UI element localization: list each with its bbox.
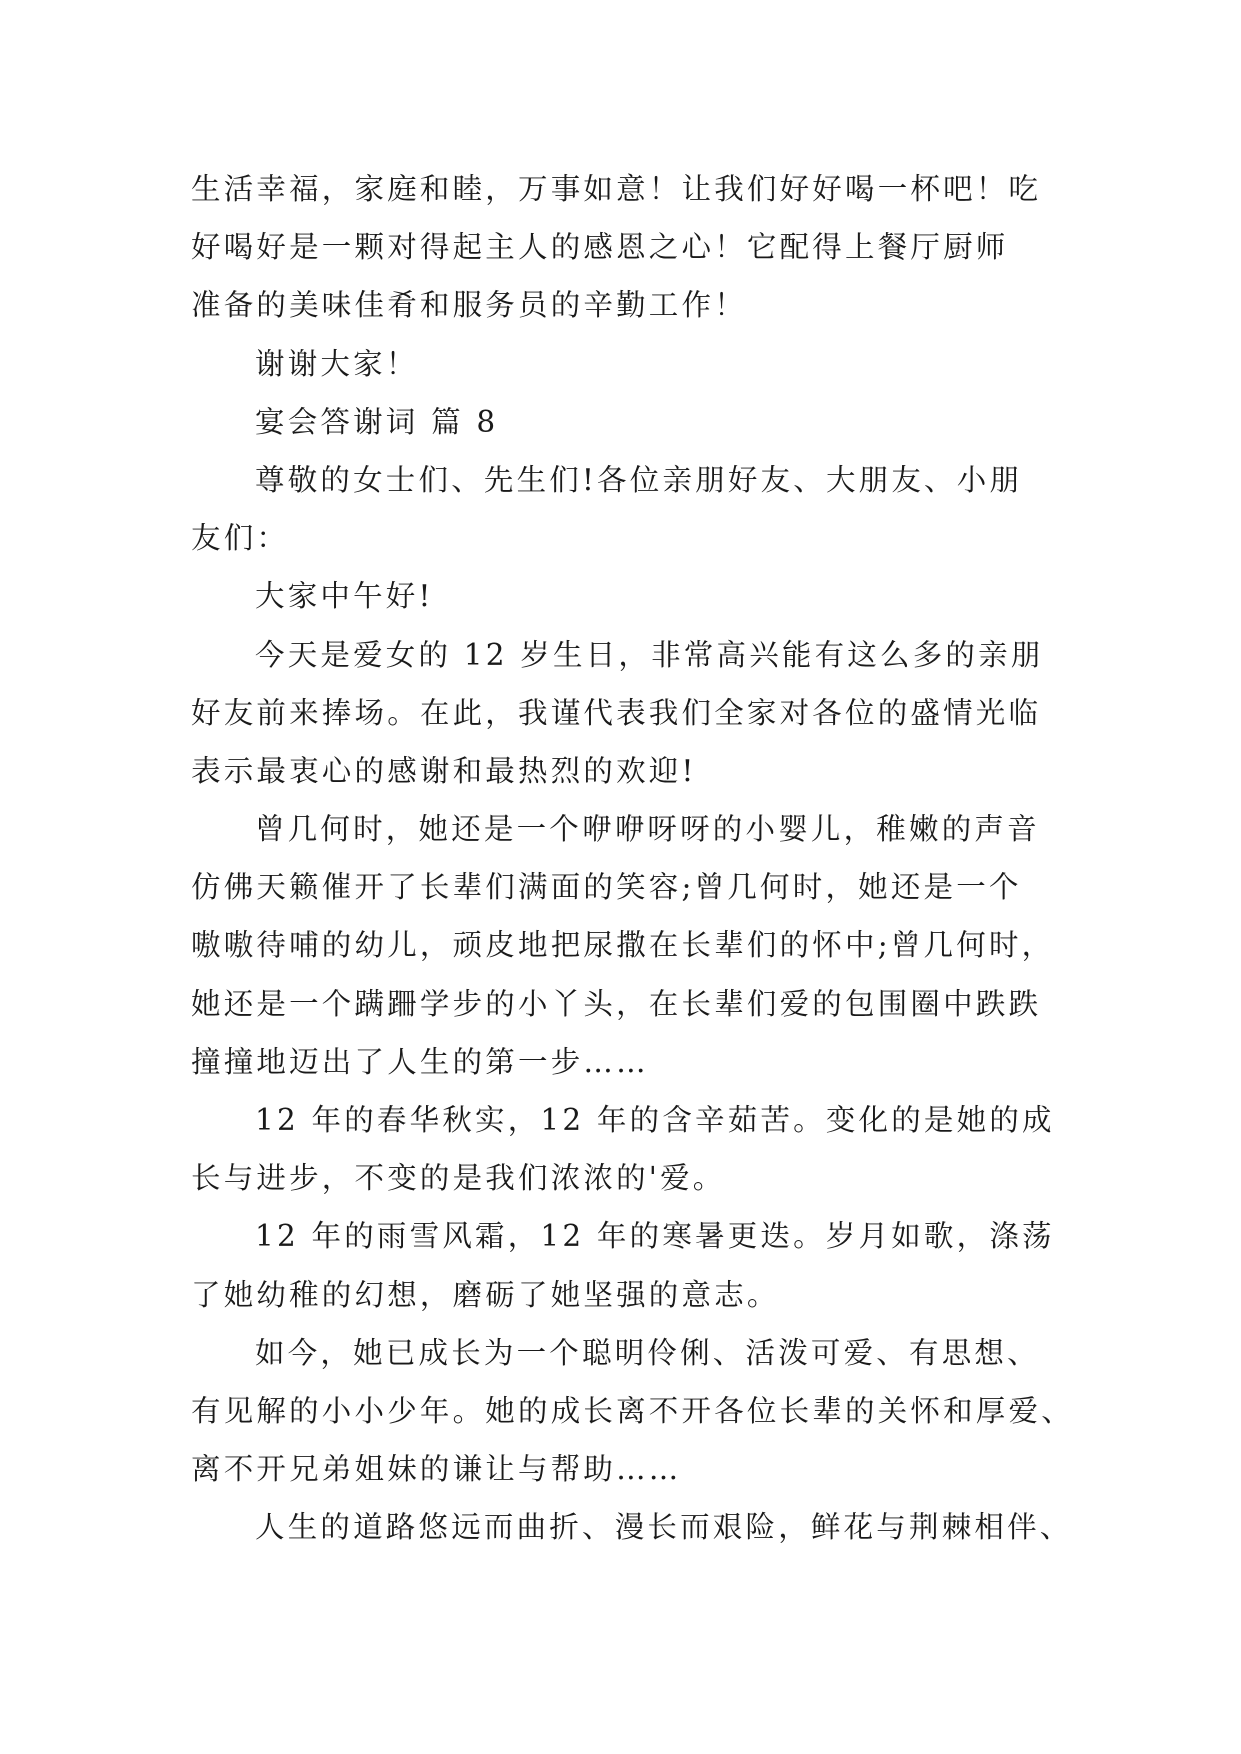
text-line-15: 她还是一个蹒跚学步的小丫头，在长辈们爱的包围圈中跌跌 [191, 986, 1042, 1021]
text-line-6: 尊敬的女士们、先生们!各位亲朋好友、大朋友、小朋 [255, 462, 1023, 497]
text-line-11: 表示最衷心的感谢和最热烈的欢迎! [191, 753, 697, 788]
text-line-20: 了她幼稚的幻想，磨砺了她坚强的意志。 [191, 1277, 780, 1312]
text-line-8: 大家中午好! [255, 579, 434, 614]
text-line-2: 好喝好是一颗对得起主人的感恩之心！它配得上餐厅厨师 [191, 230, 1009, 265]
document-body [191, 160, 1074, 1557]
text-line-18: 长与进步，不变的是我们浓浓的'爱。 [191, 1161, 726, 1196]
text-line-10: 好友前来捧场。在此，我谨代表我们全家对各位的盛情光临 [191, 695, 1042, 730]
text-line-21: 如今，她已成长为一个聪明伶俐、活泼可爱、有思想、 [255, 1335, 1040, 1370]
text-line-14: 嗷嗷待哺的幼儿，顽皮地把尿撒在长辈们的怀中;曾几何时， [191, 928, 1055, 963]
text-line-13: 仿佛天籁催开了长辈们满面的笑容;曾几何时，她还是一个 [191, 870, 1022, 905]
text-line-22: 有见解的小小少年。她的成长离不开各位长辈的关怀和厚爱、 [191, 1393, 1074, 1428]
text-line-3: 准备的美味佳肴和服务员的辛勤工作！ [191, 288, 747, 323]
text-line-12: 曾几何时，她还是一个咿咿呀呀的小婴儿，稚嫩的声音 [255, 812, 1040, 847]
text-line-7: 友们： [191, 521, 290, 556]
text-line-9: 今天是爱女的 12 岁生日，非常高兴能有这么多的亲朋 [255, 637, 1044, 672]
text-line-17: 12 年的春华秋实，12 年的含辛茹苦。变化的是她的成 [255, 1103, 1055, 1137]
text-line-24: 人生的道路悠远而曲折、漫长而艰险，鲜花与荆棘相伴、 [255, 1510, 1073, 1545]
text-line-23: 离不开兄弟姐妹的谦让与帮助…… [191, 1452, 682, 1487]
section-heading: 宴会答谢词 篇 8 [255, 404, 499, 439]
text-line-19: 12 年的雨雪风霜，12 年的寒暑更迭。岁月如歌，涤荡 [255, 1219, 1055, 1254]
text-line-4: 谢谢大家！ [255, 346, 419, 381]
text-line-1: 生活幸福，家庭和睦，万事如意！让我们好好喝一杯吧！吃 [191, 172, 1042, 206]
text-line-16: 撞撞地迈出了人生的第一步…… [191, 1044, 649, 1079]
